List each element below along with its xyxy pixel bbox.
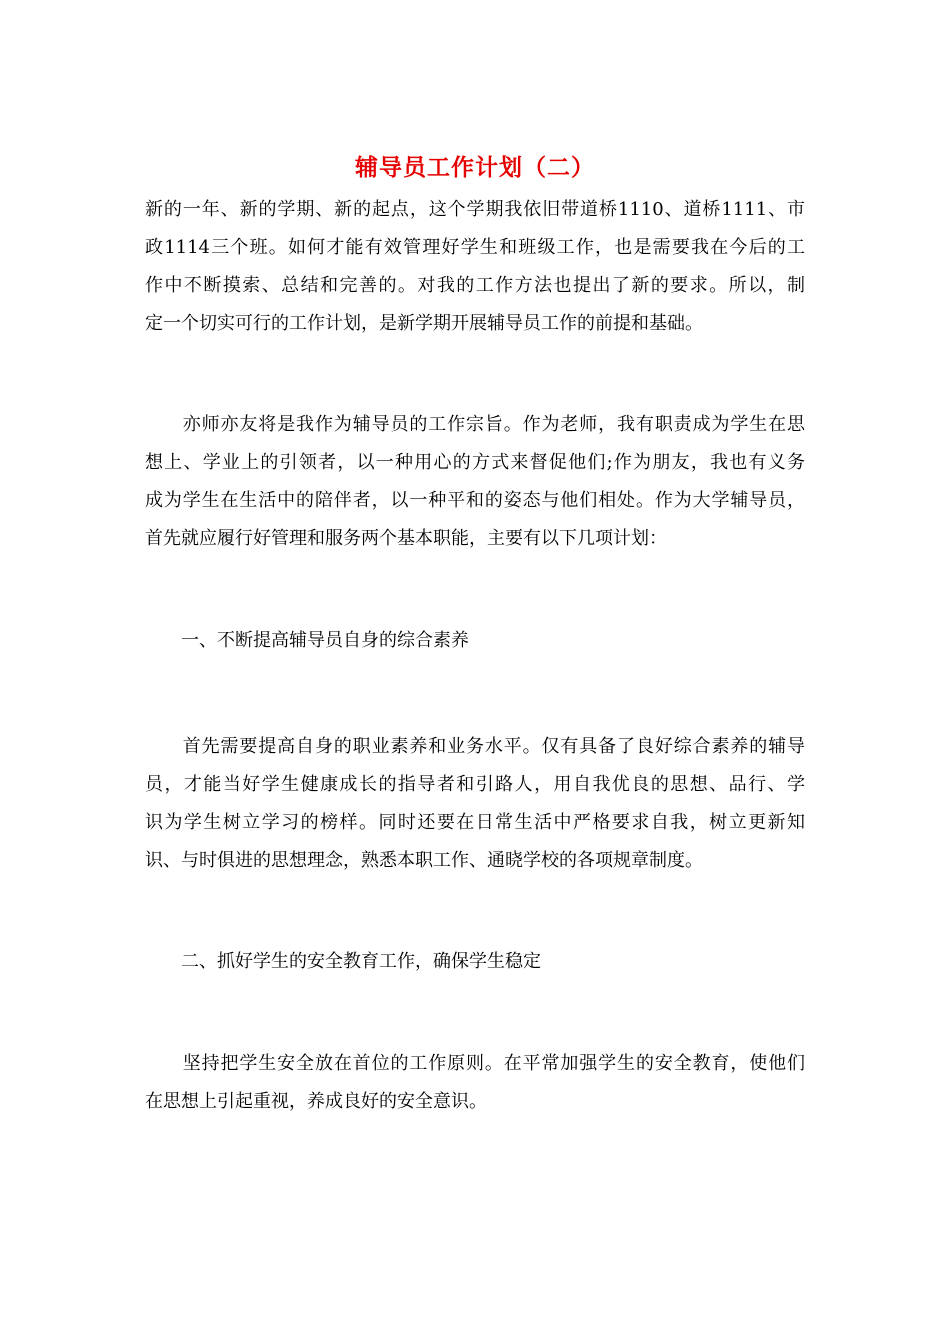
paragraph-line: 首先需要提高自身的职业素养和业务水平。仅有具备了良好综合素养的辅导 [145,736,805,757]
section-heading-1: 一、不断提高辅导员自身的综合素养 [145,630,469,651]
document-title: 辅导员工作计划（二） [355,155,595,181]
paragraph-line: 政1114三个班。如何才能有效管理好学生和班级工作，也是需要我在今后的工 [145,237,805,258]
section-heading-2: 二、抓好学生的安全教育工作，确保学生稳定 [145,951,541,972]
paragraph-line: 定一个切实可行的工作计划，是新学期开展辅导员工作的前提和基础。 [145,313,703,334]
paragraph-line: 新的一年、新的学期、新的起点，这个学期我依旧带道桥1110、道桥1111、市 [145,199,805,220]
paragraph-line: 坚持把学生安全放在首位的工作原则。在平常加强学生的安全教育，使他们 [145,1053,805,1074]
paragraph-line: 作中不断摸索、总结和完善的。对我的工作方法也提出了新的要求。所以，制 [145,275,805,296]
paragraph-line: 识、与时俱进的思想理念，熟悉本职工作、通晓学校的各项规章制度。 [145,850,703,871]
paragraph-line: 亦师亦友将是我作为辅导员的工作宗旨。作为老师，我有职责成为学生在思 [145,414,805,435]
paragraph-line: 在思想上引起重视，养成良好的安全意识。 [145,1091,487,1112]
paragraph-line: 成为学生在生活中的陪伴者，以一种平和的姿态与他们相处。作为大学辅导员， [145,490,805,511]
paragraph-line: 识为学生树立学习的榜样。同时还要在日常生活中严格要求自我，树立更新知 [145,812,805,833]
paragraph-line: 员，才能当好学生健康成长的指导者和引路人，用自我优良的思想、品行、学 [145,774,805,795]
paragraph-line: 想上、学业上的引领者，以一种用心的方式来督促他们;作为朋友，我也有义务 [145,452,805,473]
paragraph-line: 首先就应履行好管理和服务两个基本职能，主要有以下几项计划： [145,528,667,549]
